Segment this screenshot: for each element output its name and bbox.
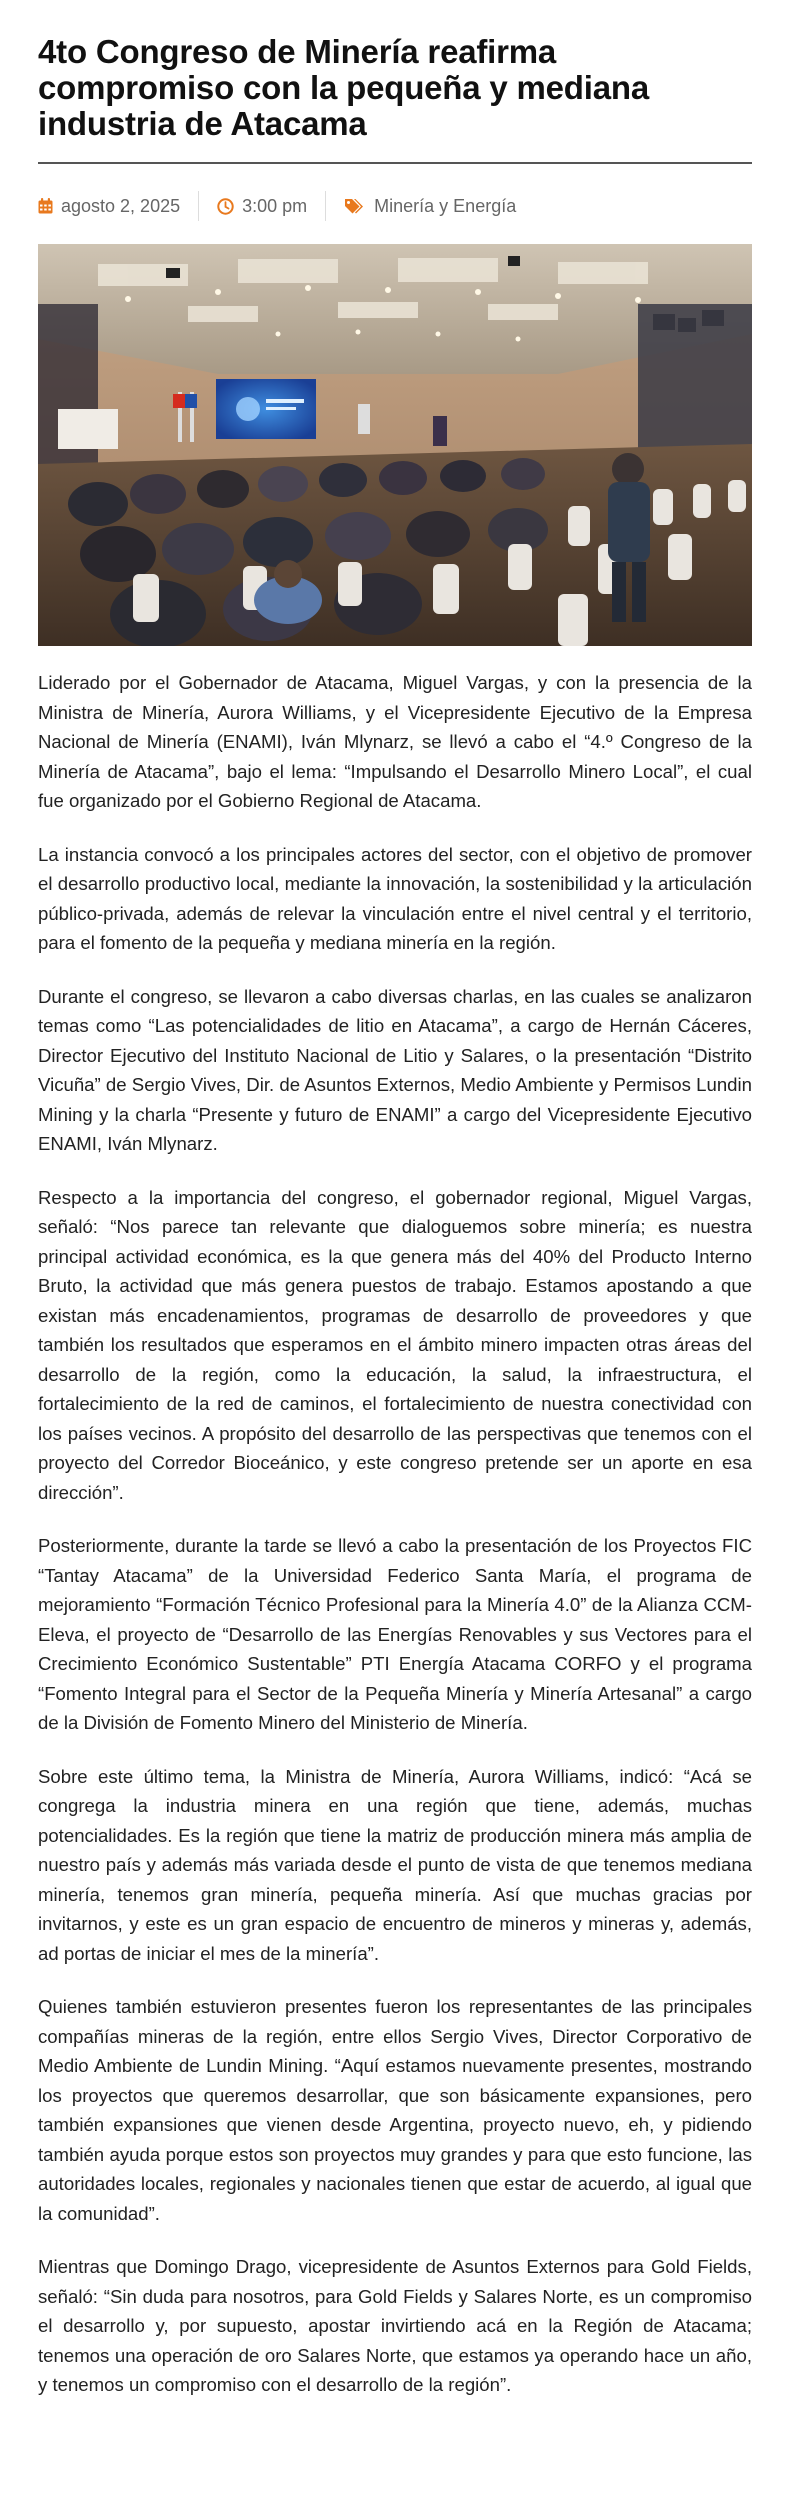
- meta-separator: [325, 191, 326, 221]
- body-paragraph: Quienes también estuvieron presentes fueron los representantes de las principales compañías mineras de la región, entre ellos Sergio Vives, Director Corporativo de Medio Ambiente de Lundin Mining. “Aquí estamos nuevamente presentes, mostrando los proyectos que queremos desarrollar, que son básicamente expansiones, pero también expansiones que vienen desde Argentina, proyecto nuevo, eh, y pidiendo también ayuda porque estos son proyectos muy grandes y para que esto funcione, las autoridades locales, regionales y nacionales tienen que estar de acuerdo, al igual que la comunidad”.: [38, 1996, 752, 2224]
- clock-icon: [217, 198, 234, 215]
- post-time-text: 3:00 pm: [242, 195, 308, 216]
- body-paragraph: Liderado por el Gobernador de Atacama, Miguel Vargas, y con la presencia de la Ministra de Minería, Aurora Williams, y el Vicepresidente Ejecutivo de la Empresa Nacional de Minería (ENAMI), Iván Mlynarz, se llevó a cabo el “4.º Congreso de la Minería de Atacama”, bajo el lema: “Impulsando el Desarrollo Minero Local”, el cual fue organizado por el Gobierno Regional de Atacama.: [38, 672, 752, 811]
- post-date: [38, 196, 198, 217]
- body-paragraph: Sobre este último tema, la Ministra de Minería, Aurora Williams, indicó: “Acá se congrega la industria minera en una región que tiene, además, muchas potencialidades. Es la región que tiene la matriz de producción minera más amplia de nuestro país y además más variada desde el punto de vista de que tenemos mediana minería, tenemos gran minería, pequeña minería. Así que muchas gracias por invitarnos, y este es un gran espacio de encuentro de mineros y mineras y, además, ad portas de iniciar el mes de la minería”.: [38, 1765, 752, 1964]
- body-paragraph: Mientras que Domingo Drago, vicepresidente de Asuntos Externos para Gold Fields, señaló: “Sin duda para nosotros, para Gold Fields y Salares Norte, es un compromiso el desarrollo y, por supuesto, apostar invirtiendo acá en la Región de Atacama; tenemos una operación de oro Salares Norte, que estamos ya operando hace un año, y tenemos un compromiso con el desarrollo de la región”.: [38, 2256, 752, 2395]
- post-date-text: agosto 2, 2025: [61, 195, 181, 216]
- post-meta: [38, 186, 752, 226]
- article: [38, 0, 752, 2424]
- post-time: [217, 196, 325, 217]
- conference-photo: [38, 244, 752, 646]
- title-divider: [38, 162, 752, 164]
- calendar-icon: [38, 198, 53, 214]
- category-link[interactable]: Minería y Energía: [374, 195, 517, 216]
- post-category[interactable]: [344, 196, 534, 217]
- meta-separator: [198, 191, 199, 221]
- body-paragraph: Durante el congreso, se llevaron a cabo diversas charlas, en las cuales se analizaron temas como “Las potencialidades de litio en Atacama”, a cargo de Hernán Cáceres, Director Ejecutivo del Instituto Nacional de Litio y Salares, o la presentación “Distrito Vicuña” de Sergio Vives, Dir. de Asuntos Externos, Medio Ambiente y Permisos Lundin Mining y la charla “Presente y futuro de ENAMI” a cargo del Vicepresidente Ejecutivo ENAMI, Iván Mlynarz.: [38, 985, 752, 1154]
- body-paragraph: La instancia convocó a los principales actores del sector, con el objetivo de promover el desarrollo productivo local, mediante la innovación, la sostenibilidad y la articulación público-privada, además de relevar la vinculación entre el nivel central y el territorio, para el fomento de la pequeña y mediana minería en la región.: [38, 843, 752, 953]
- body-paragraph: Posteriormente, durante la tarde se llevó a cabo la presentación de los Proyectos FIC “Tantay Atacama” de la Universidad Federico Santa María, el programa de mejoramiento “Formación Técnico Profesional para la Minería 4.0” de la Alianza CCM-Eleva, el proyecto de “Desarrollo de las Energías Renovables y sus Vectores para el Crecimiento Económico Sustentable” PTI Energía Atacama CORFO y el programa “Fomento Integral para el Sector de la Pequeña Minería y Minería Artesanal” a cargo de la División de Fomento Minero del Ministerio de Minería.: [38, 1535, 752, 1733]
- tags-icon: [344, 198, 366, 215]
- article-title: 4to Congreso de Minería reafirma compromiso con la pequeña y mediana industria de Atacama: [38, 33, 649, 142]
- body-paragraph: Respecto a la importancia del congreso, el gobernador regional, Miguel Vargas, señaló: “Nos parece tan relevante que dialoguemos sobre minería; es nuestra principal actividad económica, es la que genera más del 40% del Producto Interno Bruto, la actividad que más genera puestos de trabajo. Estamos apostando a que existan más encadenamientos, programas de desarrollo de proveedores y que también los resultados que esperamos en el ámbito minero impacten otras áreas del desarrollo de la región, como la educación, la salud, la infraestructura, el fortalecimiento de la red de caminos, el fortalecimiento de nuestra conectividad con los países vecinos. A propósito del desarrollo de las perspectivas que tenemos con el proyecto del Corredor Bioceánico, y este congreso pretende ser un aporte en esa dirección”.: [38, 1186, 752, 1503]
- article-body: [38, 668, 752, 2400]
